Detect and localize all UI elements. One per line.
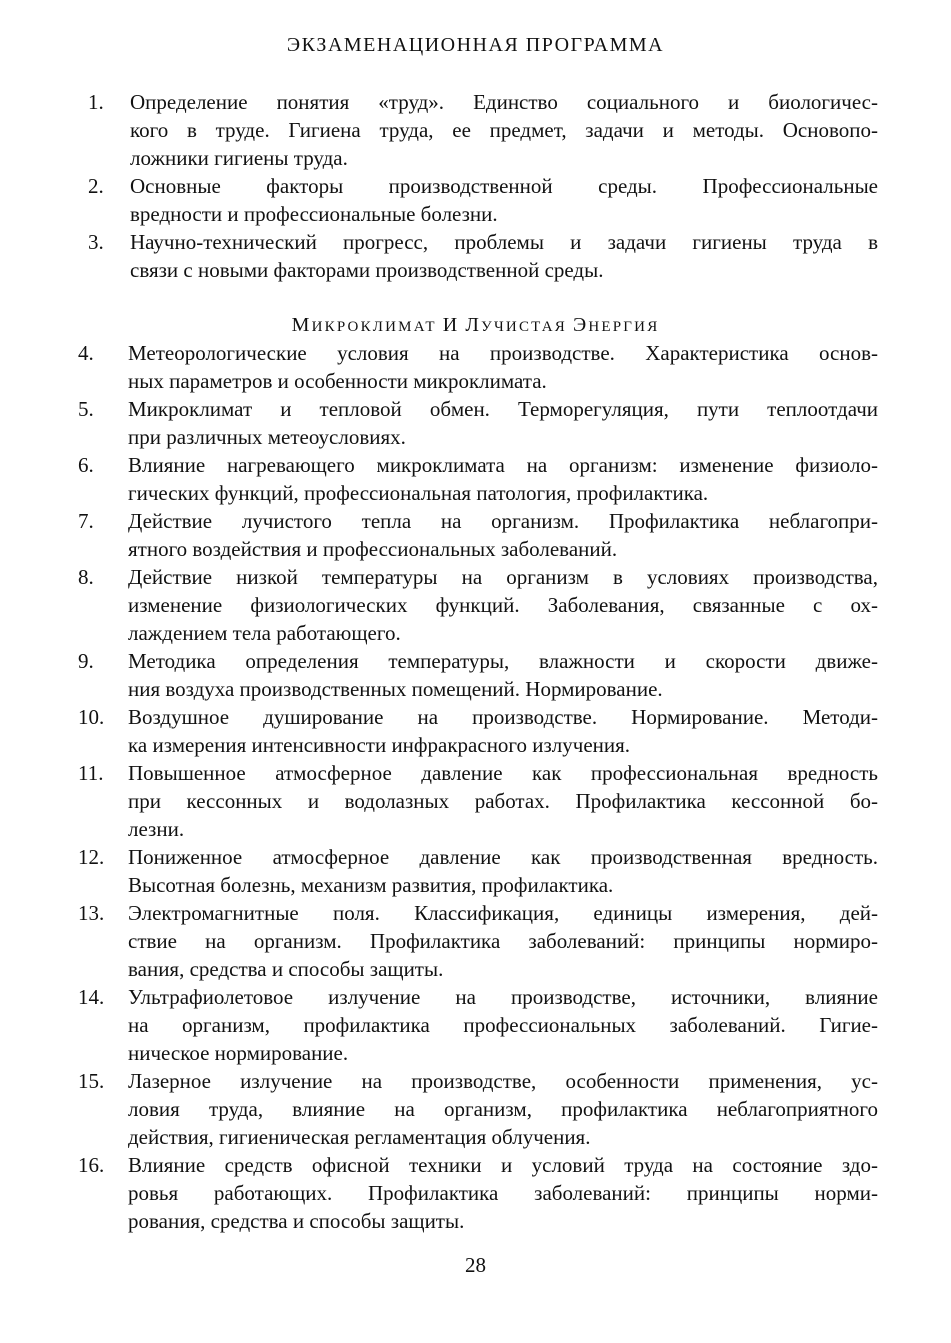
question-text-line: Микроклимат и тепловой обмен. Терморегуляция, пути теплоотдачи xyxy=(128,397,878,421)
question-item xyxy=(78,1067,878,1151)
question-text-line: Метеорологические условия на производстве. Характеристика основ- xyxy=(128,341,878,365)
question-item xyxy=(78,339,878,395)
question-text-line: лезни. xyxy=(128,817,185,841)
question-number: 15. xyxy=(78,1069,105,1093)
question-item xyxy=(78,983,878,1067)
question-number: 1. xyxy=(88,90,104,114)
question-item xyxy=(78,451,878,507)
question-text-line: изменение физиологических функций. Заболевания, связанные с ох- xyxy=(128,593,878,617)
question-text xyxy=(128,339,878,395)
question-item xyxy=(78,563,878,647)
question-number: 9. xyxy=(78,649,94,673)
question-text-line: кого в труде. Гигиена труда, ее предмет, задачи и методы. Основопо- xyxy=(130,118,878,142)
question-text-line: Повышенное атмосферное давление как профессиональная вредность xyxy=(128,761,878,785)
question-text-line: Лазерное излучение на производстве, особенности применения, ус- xyxy=(128,1069,878,1093)
question-text-line: Действие лучистого тепла на организм. Профилактика неблагопри- xyxy=(128,509,878,533)
question-text-line: на организм, профилактика профессиональных заболеваний. Гигие- xyxy=(128,1013,878,1037)
question-text-line: Электромагнитные поля. Классификация, единицы измерения, дей- xyxy=(128,901,878,925)
question-text xyxy=(130,228,878,284)
question-item xyxy=(78,88,878,172)
question-item xyxy=(78,172,878,228)
question-text xyxy=(128,507,878,563)
question-text-line: ния воздуха производственных помещений. Нормирование. xyxy=(128,677,663,701)
question-text xyxy=(128,703,878,759)
question-text xyxy=(128,647,878,703)
question-text-line: Определение понятия «труд». Единство социального и биологичес- xyxy=(130,90,878,114)
question-text-line: Воздушное душирование на производстве. Нормирование. Методи- xyxy=(128,705,878,729)
question-item xyxy=(78,228,878,284)
question-item xyxy=(78,647,878,703)
question-number: 16. xyxy=(78,1153,105,1177)
question-text-line: при кессонных и водолазных работах. Профилактика кессонной бо- xyxy=(128,789,878,813)
question-text xyxy=(130,172,878,228)
question-item xyxy=(78,843,878,899)
question-text-line: вания, средства и способы защиты. xyxy=(128,957,444,981)
question-text-line: Влияние средств офисной техники и условий труда на состояние здо- xyxy=(128,1153,878,1177)
question-number: 4. xyxy=(78,341,94,365)
question-number: 14. xyxy=(78,985,105,1009)
page-number: 28 xyxy=(465,1253,486,1277)
question-text xyxy=(128,451,878,507)
page-title: ЭКЗАМЕНАЦИОННАЯ ПРОГРАММА xyxy=(286,34,665,56)
question-text-line: ловия труда, влияние на организм, профилактика неблагоприятного xyxy=(128,1097,878,1121)
question-number: 6. xyxy=(78,453,94,477)
question-text xyxy=(128,395,878,451)
question-number: 7. xyxy=(78,509,94,533)
question-text-line: вредности и профессиональные болезни. xyxy=(130,202,498,226)
question-item xyxy=(78,1151,878,1235)
question-text xyxy=(128,983,878,1067)
question-text-line: ятного воздействия и профессиональных заболеваний. xyxy=(128,537,618,561)
question-text-line: лаждением тела работающего. xyxy=(128,621,401,645)
question-text-line: ных параметров и особенности микроклимата. xyxy=(128,369,547,393)
question-number: 13. xyxy=(78,901,105,925)
question-number: 5. xyxy=(78,397,94,421)
question-text xyxy=(128,1151,878,1235)
question-text-line: Действие низкой температуры на организм в условиях производства, xyxy=(128,565,878,589)
question-text-line: ровья работающих. Профилактика заболеваний: принципы норми- xyxy=(128,1181,878,1205)
question-item xyxy=(78,899,878,983)
question-text-line: Высотная болезнь, механизм развития, профилактика. xyxy=(128,873,614,897)
question-text-line: Ультрафиолетовое излучение на производстве, источники, влияние xyxy=(128,985,878,1009)
question-text-line: Влияние нагревающего микроклимата на организм: изменение физиоло- xyxy=(128,453,878,477)
question-number: 12. xyxy=(78,845,105,869)
question-text xyxy=(128,899,878,983)
question-number: 10. xyxy=(78,705,105,729)
question-text-line: связи с новыми факторами производственной среды. xyxy=(130,258,604,282)
question-number: 11. xyxy=(78,761,104,785)
question-text-line: Пониженное атмосферное давление как производственная вредность. xyxy=(128,845,878,869)
question-text xyxy=(128,1067,878,1151)
question-number: 2. xyxy=(88,174,104,198)
section-heading: МИКРОКЛИМАТ И ЛУЧИСТАЯ ЭНЕРГИЯ xyxy=(291,314,660,336)
question-text-line: Основные факторы производственной среды. Профессиональные xyxy=(130,174,878,198)
intro-question-list xyxy=(78,88,878,284)
question-text xyxy=(128,563,878,647)
question-text-line: действия, гигиеническая регламентация облучения. xyxy=(128,1125,591,1149)
question-text-line: рования, средства и способы защиты. xyxy=(128,1209,465,1233)
question-item xyxy=(78,395,878,451)
question-item xyxy=(78,507,878,563)
question-item xyxy=(78,759,878,843)
question-text-line: Методика определения температуры, влажности и скорости движе- xyxy=(128,649,878,673)
question-item xyxy=(78,703,878,759)
question-text-line: ствие на организм. Профилактика заболеваний: принципы нормиро- xyxy=(128,929,878,953)
question-text-line: ка измерения интенсивности инфракрасного излучения. xyxy=(128,733,631,757)
question-text-line: ложники гигиены труда. xyxy=(130,146,348,170)
question-number: 3. xyxy=(88,230,104,254)
question-text-line: ническое нормирование. xyxy=(128,1041,349,1065)
question-text-line: при различных метеоусловиях. xyxy=(128,425,406,449)
question-list xyxy=(78,339,878,1235)
question-text xyxy=(130,88,878,172)
question-text xyxy=(128,843,878,899)
question-text-line: Научно-технический прогресс, проблемы и задачи гигиены труда в xyxy=(130,230,878,254)
question-text-line: гических функций, профессиональная патология, профилактика. xyxy=(128,481,709,505)
question-text xyxy=(128,759,878,843)
question-number: 8. xyxy=(78,565,94,589)
